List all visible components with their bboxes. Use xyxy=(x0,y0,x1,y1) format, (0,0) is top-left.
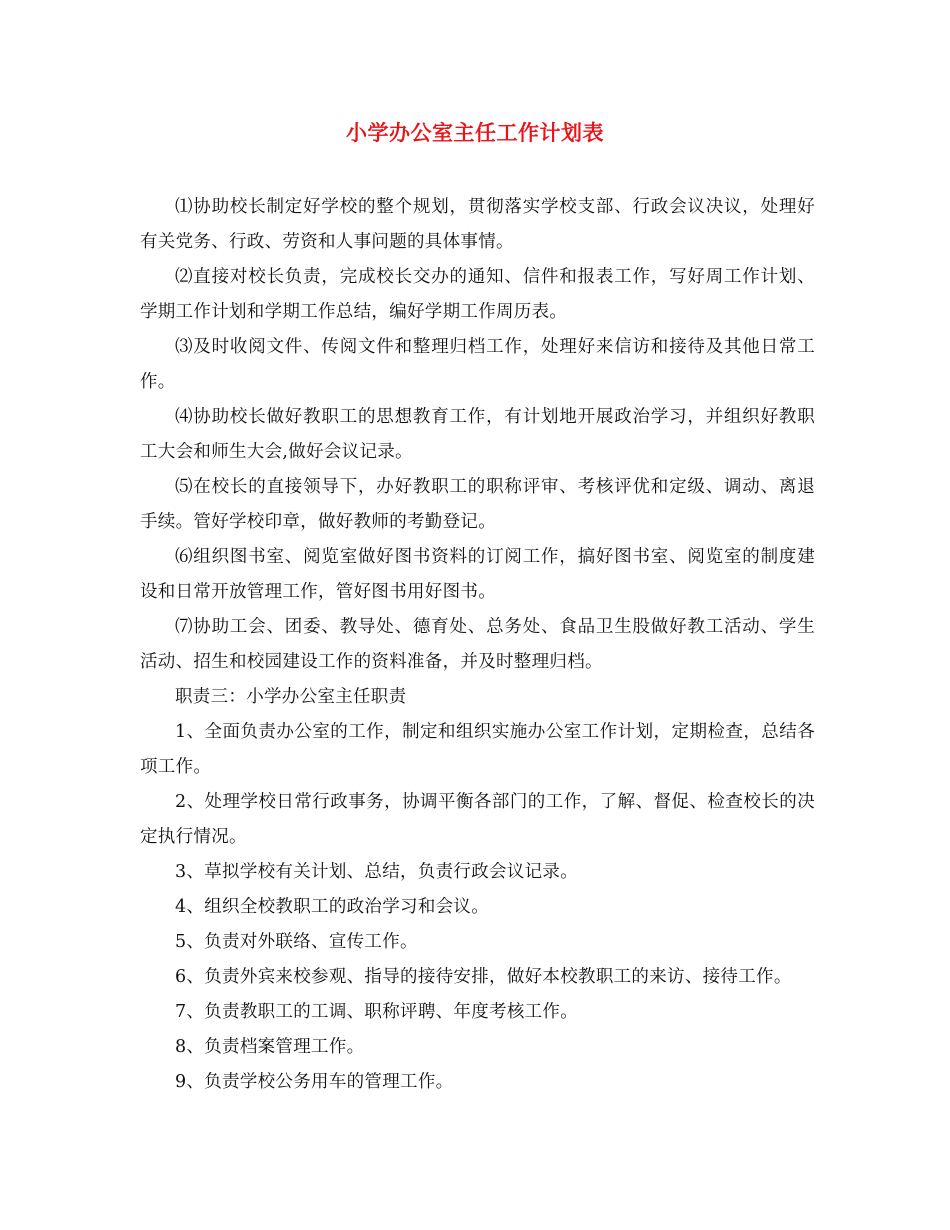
paragraph-7: ⑺协助工会、团委、教导处、德育处、总务处、食品卫生股做好教工活动、学生活动、招生和校园建设工作的资料准备，并及时整理归档。 xyxy=(140,617,815,672)
paragraph-1: ⑴协助校长制定好学校的整个规划，贯彻落实学校支部、行政会议决议，处理好有关党务、行政、劳资和人事问题的具体事情。 xyxy=(140,197,815,252)
paragraph-6: ⑹组织图书室、阅览室做好图书资料的订阅工作，搞好图书室、阅览室的制度建设和日常开放管理工作，管好图书用好图书。 xyxy=(140,547,815,602)
duty-item-6: 6、负责外宾来校参观、指导的接待安排，做好本校教职工的来访、接待工作。 xyxy=(175,967,792,987)
paragraph-5: ⑸在校长的直接领导下，办好教职工的职称评审、考核评优和定级、调动、离退手续。管好学校印章，做好教师的考勤登记。 xyxy=(140,477,815,532)
duty-item-2: 2、处理学校日常行政事务，协调平衡各部门的工作，了解、督促、检查校长的决定执行情况。 xyxy=(140,792,815,847)
section-heading: 职责三：小学办公室主任职责 xyxy=(175,687,407,707)
document-title: 小学办公室主任工作计划表 xyxy=(346,120,604,145)
document-body xyxy=(140,190,815,1100)
paragraph-4: ⑷协助校长做好教职工的思想教育工作，有计划地开展政治学习，并组织好教职工大会和师生大会,做好会议记录。 xyxy=(140,407,815,462)
duty-item-5: 5、负责对外联络、宣传工作。 xyxy=(175,932,418,952)
paragraph-2: ⑵直接对校长负责，完成校长交办的通知、信件和报表工作，写好周工作计划、学期工作计划和学期工作总结，编好学期工作周历表。 xyxy=(140,267,815,322)
paragraph-3: ⑶及时收阅文件、传阅文件和整理归档工作，处理好来信访和接待及其他日常工作。 xyxy=(140,337,815,392)
duty-item-8: 8、负责档案管理工作。 xyxy=(175,1037,365,1057)
duty-item-1: 1、全面负责办公室的工作，制定和组织实施办公室工作计划，定期检查，总结各项工作。 xyxy=(140,722,815,777)
duty-item-7: 7、负责教职工的工调、职称评聘、年度考核工作。 xyxy=(175,1002,579,1022)
duty-item-4: 4、组织全校教职工的政治学习和会议。 xyxy=(175,897,490,917)
duty-item-9: 9、负责学校公务用车的管理工作。 xyxy=(175,1072,454,1092)
duty-item-3: 3、草拟学校有关计划、总结，负责行政会议记录。 xyxy=(175,862,579,882)
